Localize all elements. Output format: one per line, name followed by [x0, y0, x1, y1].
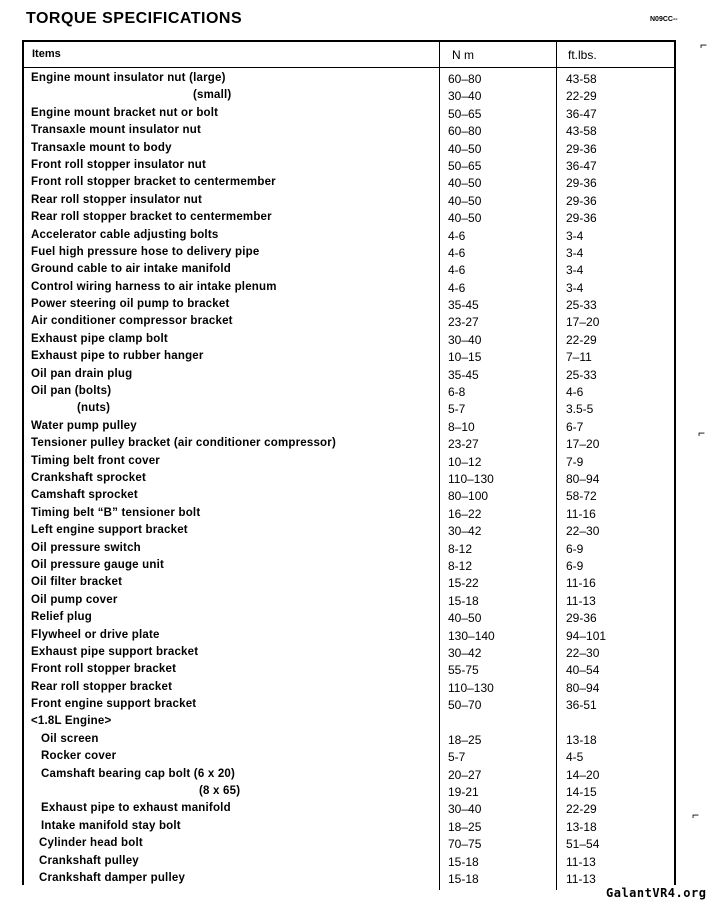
torque-nm: 60–80 — [448, 124, 482, 139]
margin-mark: ⌐ — [700, 38, 708, 52]
table-row — [0, 472, 723, 489]
torque-nm: 55-75 — [448, 663, 479, 678]
table-row — [0, 768, 723, 785]
torque-ftlbs: 36-51 — [566, 698, 597, 713]
torque-nm: 4-6 — [448, 228, 466, 243]
header-nm: N m — [452, 48, 474, 62]
item-label: Rear roll stopper bracket — [31, 680, 173, 693]
table-row — [0, 333, 723, 350]
torque-nm: 18–25 — [448, 819, 482, 834]
torque-ftlbs: 29-36 — [566, 611, 597, 626]
item-label: <1.8L Engine> — [31, 715, 112, 728]
torque-nm: 35-45 — [448, 298, 479, 313]
header-ft: ft.lbs. — [568, 48, 597, 62]
item-label: (nuts) — [77, 402, 111, 415]
torque-nm: 30–40 — [448, 802, 482, 817]
item-label: Control wiring harness to air intake plenum — [31, 280, 277, 293]
torque-ftlbs: 80–94 — [566, 471, 600, 486]
torque-nm: 6-8 — [448, 385, 466, 400]
torque-ftlbs: 3-4 — [566, 245, 584, 260]
item-label: Crankshaft damper pulley — [39, 871, 186, 884]
table-row — [0, 733, 723, 750]
item-label: Ground cable to air intake manifold — [31, 263, 231, 276]
torque-ftlbs: 3-4 — [566, 280, 584, 295]
table-row — [0, 855, 723, 872]
table-row — [0, 455, 723, 472]
torque-nm: 23-27 — [448, 437, 479, 452]
torque-nm: 15-18 — [448, 871, 479, 886]
table-row — [0, 507, 723, 524]
torque-ftlbs: 22–30 — [566, 645, 600, 660]
torque-ftlbs: 51–54 — [566, 837, 600, 852]
item-label: Engine mount insulator nut (large) — [31, 72, 226, 84]
torque-nm: 50–65 — [448, 106, 482, 121]
torque-ftlbs: 3-4 — [566, 228, 584, 243]
header-divider — [24, 67, 674, 68]
table-row — [0, 629, 723, 646]
item-label: Timing belt front cover — [31, 454, 160, 467]
torque-nm: 30–42 — [448, 524, 482, 539]
torque-ftlbs: 11-16 — [566, 506, 596, 521]
torque-ftlbs: 22–30 — [566, 524, 600, 539]
item-label: Left engine support bracket — [31, 524, 188, 537]
torque-ftlbs: 11-13 — [566, 854, 596, 869]
table-row — [0, 350, 723, 367]
item-label: Exhaust pipe to rubber hanger — [31, 350, 204, 363]
page-title: TORQUE SPECIFICATIONS — [26, 10, 243, 27]
item-label: Rear roll stopper bracket to centermember — [31, 211, 272, 224]
torque-ftlbs: 6-7 — [566, 419, 584, 434]
table-row — [0, 402, 723, 419]
page-code: N09CC-- — [650, 16, 678, 23]
torque-ftlbs: 4-6 — [566, 385, 584, 400]
item-label: Oil pressure switch — [31, 541, 141, 554]
torque-ftlbs: 36-47 — [566, 158, 597, 173]
table-row — [0, 142, 723, 159]
torque-ftlbs: 3-4 — [566, 263, 584, 278]
torque-ftlbs: 14–20 — [566, 767, 600, 782]
item-label: Accelerator cable adjusting bolts — [31, 228, 219, 241]
table-row — [0, 194, 723, 211]
margin-mark: ⌐ — [698, 426, 706, 440]
table-row — [0, 437, 723, 454]
torque-nm: 70–75 — [448, 837, 482, 852]
item-label: Front roll stopper bracket to centermember — [31, 176, 276, 189]
torque-nm: 8-12 — [448, 541, 473, 556]
torque-nm: 30–40 — [448, 89, 482, 104]
item-label: Oil screen — [41, 732, 99, 745]
torque-ftlbs: 29-36 — [566, 141, 597, 156]
torque-nm: 10–15 — [448, 350, 482, 365]
table-row — [0, 211, 723, 228]
torque-nm: 60–80 — [448, 72, 482, 86]
item-label: Air conditioner compressor bracket — [31, 315, 233, 328]
torque-nm: 5-7 — [448, 402, 466, 417]
torque-table-body — [0, 72, 723, 889]
item-label: Fuel high pressure hose to delivery pipe — [31, 245, 260, 258]
torque-nm: 50–65 — [448, 158, 482, 173]
item-label: Engine mount bracket nut or bolt — [31, 106, 219, 119]
torque-ftlbs: 6-9 — [566, 558, 584, 573]
torque-nm: 18–25 — [448, 732, 482, 747]
item-label: Exhaust pipe support bracket — [31, 645, 199, 658]
torque-ftlbs: 94–101 — [566, 628, 607, 643]
torque-nm: 4-6 — [448, 280, 466, 295]
torque-ftlbs: 11-16 — [566, 576, 596, 591]
table-row — [0, 594, 723, 611]
table-row — [0, 698, 723, 715]
torque-ftlbs: 36-47 — [566, 106, 597, 121]
torque-ftlbs: 29-36 — [566, 193, 597, 208]
item-label: Flywheel or drive plate — [31, 628, 160, 641]
table-row — [0, 420, 723, 437]
table-row — [0, 837, 723, 854]
torque-nm: 15-22 — [448, 576, 479, 591]
torque-nm: 16–22 — [448, 506, 482, 521]
torque-ftlbs: 43-58 — [566, 72, 597, 86]
table-row — [0, 72, 723, 89]
table-row — [0, 229, 723, 246]
torque-ftlbs: 22-29 — [566, 89, 597, 104]
item-label: Crankshaft pulley — [39, 854, 139, 867]
torque-ftlbs: 80–94 — [566, 680, 600, 695]
torque-ftlbs: 43-58 — [566, 124, 597, 139]
item-label: Tensioner pulley bracket (air conditioner compressor) — [31, 437, 336, 450]
torque-nm: 40–50 — [448, 141, 482, 156]
torque-nm: 40–50 — [448, 176, 482, 191]
item-label: Camshaft bearing cap bolt (6 x 20) — [41, 767, 236, 780]
torque-nm: 30–42 — [448, 645, 482, 660]
torque-ftlbs: 7–11 — [566, 350, 592, 365]
item-label: Camshaft sprocket — [31, 489, 138, 502]
torque-ftlbs: 22-29 — [566, 332, 597, 347]
item-label: Transaxle mount to body — [31, 141, 172, 154]
table-row — [0, 281, 723, 298]
table-row — [0, 368, 723, 385]
torque-ftlbs: 13-18 — [566, 732, 597, 747]
item-label: Oil pump cover — [31, 593, 118, 606]
margin-mark: ⌐ — [692, 808, 700, 822]
item-label: Cylinder head bolt — [39, 837, 143, 850]
torque-ftlbs: 17–20 — [566, 315, 600, 330]
torque-nm: 10–12 — [448, 454, 482, 469]
torque-ftlbs: 7-9 — [566, 454, 584, 469]
torque-ftlbs: 58-72 — [566, 489, 597, 504]
table-row — [0, 611, 723, 628]
torque-nm: 35-45 — [448, 367, 479, 382]
torque-ftlbs: 25-33 — [566, 298, 597, 313]
item-label: Water pump pulley — [31, 419, 137, 432]
torque-nm: 5-7 — [448, 750, 466, 765]
table-row — [0, 559, 723, 576]
torque-ftlbs: 4-5 — [566, 750, 584, 765]
torque-nm: 4-6 — [448, 245, 466, 260]
item-label: Exhaust pipe to exhaust manifold — [41, 802, 231, 815]
item-label: Relief plug — [31, 611, 92, 624]
table-row — [0, 385, 723, 402]
table-row — [0, 524, 723, 541]
item-label: Timing belt “B” tensioner bolt — [31, 506, 201, 519]
table-row — [0, 263, 723, 280]
torque-ftlbs: 40–54 — [566, 663, 600, 678]
torque-ftlbs: 29-36 — [566, 211, 597, 226]
table-row — [0, 176, 723, 193]
torque-nm: 40–50 — [448, 611, 482, 626]
header-items: Items — [32, 48, 61, 60]
table-row — [0, 124, 723, 141]
table-row — [0, 646, 723, 663]
item-label: Front roll stopper bracket — [31, 663, 177, 676]
torque-nm: 8–10 — [448, 419, 475, 434]
torque-nm: 80–100 — [448, 489, 489, 504]
torque-nm: 20–27 — [448, 767, 482, 782]
item-label: Transaxle mount insulator nut — [31, 124, 202, 137]
table-row — [0, 542, 723, 559]
item-label: Rocker cover — [41, 750, 117, 763]
table-row — [0, 298, 723, 315]
table-top-border — [22, 40, 675, 42]
item-label: Exhaust pipe clamp bolt — [31, 332, 168, 345]
item-label: Rear roll stopper insulator nut — [31, 193, 203, 206]
torque-ftlbs: 25-33 — [566, 367, 597, 382]
torque-nm: 110–130 — [448, 680, 494, 695]
item-label: Oil filter bracket — [31, 576, 123, 589]
item-label: Oil pan (bolts) — [31, 385, 112, 398]
table-row — [0, 159, 723, 176]
item-label: Front engine support bracket — [31, 698, 197, 711]
table-row — [0, 89, 723, 106]
torque-ftlbs: 13-18 — [566, 819, 597, 834]
item-label: Crankshaft sprocket — [31, 471, 147, 484]
table-row — [0, 315, 723, 332]
item-label: Oil pressure gauge unit — [31, 558, 165, 571]
table-row — [0, 802, 723, 819]
item-label: (small) — [193, 89, 232, 102]
torque-ftlbs: 6-9 — [566, 541, 584, 556]
torque-ftlbs: 14-15 — [566, 785, 597, 800]
item-label: (8 x 65) — [199, 785, 241, 798]
torque-nm: 15-18 — [448, 593, 479, 608]
table-row — [0, 576, 723, 593]
table-row — [0, 785, 723, 802]
watermark: GalantVR4.org — [606, 886, 707, 900]
table-row — [0, 489, 723, 506]
table-row — [0, 681, 723, 698]
item-label: Intake manifold stay bolt — [41, 819, 181, 832]
item-label: Front roll stopper insulator nut — [31, 158, 207, 171]
torque-nm: 40–50 — [448, 211, 482, 226]
torque-nm: 110–130 — [448, 471, 494, 486]
torque-nm: 30–40 — [448, 332, 482, 347]
torque-nm: 8-12 — [448, 558, 473, 573]
torque-nm: 19-21 — [448, 785, 479, 800]
table-row — [0, 750, 723, 767]
torque-nm: 50–70 — [448, 698, 482, 713]
torque-nm: 4-6 — [448, 263, 466, 278]
torque-ftlbs: 22-29 — [566, 802, 597, 817]
torque-ftlbs: 17–20 — [566, 437, 600, 452]
item-label: Power steering oil pump to bracket — [31, 298, 230, 311]
torque-ftlbs: 29-36 — [566, 176, 597, 191]
torque-nm: 23-27 — [448, 315, 479, 330]
table-row — [0, 820, 723, 837]
table-row — [0, 107, 723, 124]
torque-ftlbs: 11-13 — [566, 871, 596, 886]
table-row — [0, 715, 723, 732]
torque-nm: 130–140 — [448, 628, 495, 643]
torque-ftlbs: 11-13 — [566, 593, 596, 608]
torque-ftlbs: 3.5-5 — [566, 402, 594, 417]
torque-nm: 40–50 — [448, 193, 482, 208]
item-label: Oil pan drain plug — [31, 367, 133, 380]
table-row — [0, 246, 723, 263]
table-row — [0, 663, 723, 680]
torque-nm: 15-18 — [448, 854, 479, 869]
